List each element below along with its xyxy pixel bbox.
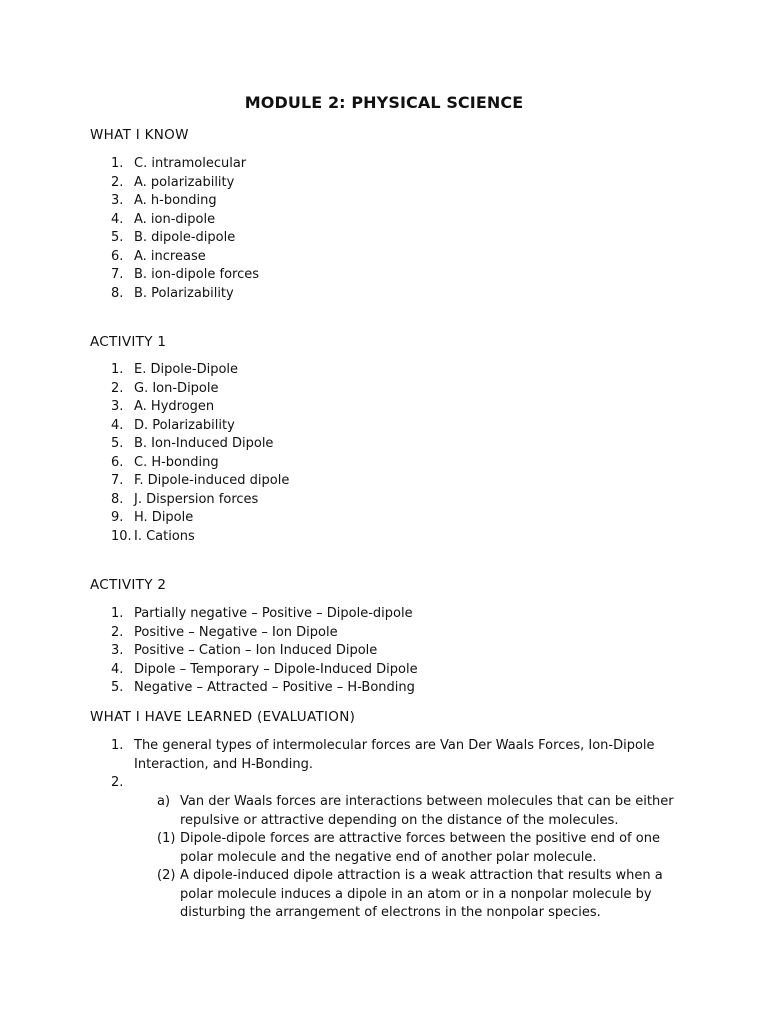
list-item: 1. E. Dipole-Dipole [111,362,239,377]
sub-item-text: A dipole-induced dipole attraction is a weak attraction that results when a polar molecule induces a dipole in an atom or in a nonpolar molecule by disturbing the arrangement of electrons in the nonpolar species. [180,868,663,920]
list-item: 7. B. ion-dipole forces [111,267,259,282]
page-title: MODULE 2: PHYSICAL SCIENCE [244,93,524,112]
list-item: 5. B. Ion-Induced Dipole [111,436,274,451]
sub-item-text: Van der Waals forces are interactions between molecules that can be either repulsive or attractive depending on the distance of the molecules. [180,794,674,828]
section-heading-activity-2: ACTIVITY 2 [90,577,167,593]
list-item: 5. B. dipole-dipole [111,230,236,245]
list-item: 2. Positive – Negative – Ion Dipole [111,624,338,640]
activity-1-list [0,361,768,546]
evaluation-sub-item-2 [0,867,768,924]
evaluation-sub-item-1 [0,830,768,868]
list-item: 3. A. h-bonding [111,193,217,208]
sub-item-text: Dipole-dipole forces are attractive forces between the positive end of one polar molecule and the negative end of another polar molecule. [180,831,660,865]
evaluation-item-2: 2. [111,775,124,790]
list-item: 5. Negative – Attracted – Positive – H-Bonding [111,680,415,695]
evaluation-item-1: 1. The general types of intermolecular forces are Van Der Waals Forces, Ion-Dipole Interaction, and H-Bonding. [0,737,768,775]
section-heading-activity-1: ACTIVITY 1 [90,334,167,350]
list-item: 6. A. increase [111,248,206,264]
list-item: 7. F. Dipole-induced dipole [111,473,290,488]
list-item: 1. C. intramolecular [111,156,247,171]
list-item: 8. B. Polarizability [111,285,234,301]
activity-2-list [0,605,768,698]
list-item: 4. Dipole – Temporary – Dipole-Induced Dipole [111,661,418,677]
sub-item-marker: (1) [157,831,176,846]
list-item: 10. I. Cations [111,528,195,544]
evaluation-item-1-text: The general types of intermolecular forces are Van Der Waals Forces, Ion-Dipole Interaction, and H-Bonding. [134,738,655,772]
list-item: 3. A. Hydrogen [111,399,215,414]
list-item: 2. G. Ion-Dipole [111,380,219,396]
list-item: 1. Partially negative – Positive – Dipole-dipole [111,606,413,621]
sub-item-marker: a) [157,794,171,809]
list-item: 4. A. ion-dipole [111,211,216,227]
list-item: 9. H. Dipole [111,510,194,525]
what-i-know-list [0,155,768,303]
sub-item-marker: (2) [157,868,176,883]
list-item: 3. Positive – Cation – Ion Induced Dipole [111,643,378,658]
section-heading-what-i-know: WHAT I KNOW [90,127,189,143]
section-heading-evaluation: WHAT I HAVE LEARNED (EVALUATION) [90,709,356,725]
list-item: 4. D. Polarizability [111,417,235,433]
evaluation-sub-item-a [0,793,768,831]
list-item: 2. A. polarizability [111,174,235,190]
list-item: 6. C. H-bonding [111,454,219,470]
list-item: 8. J. Dispersion forces [111,491,259,507]
